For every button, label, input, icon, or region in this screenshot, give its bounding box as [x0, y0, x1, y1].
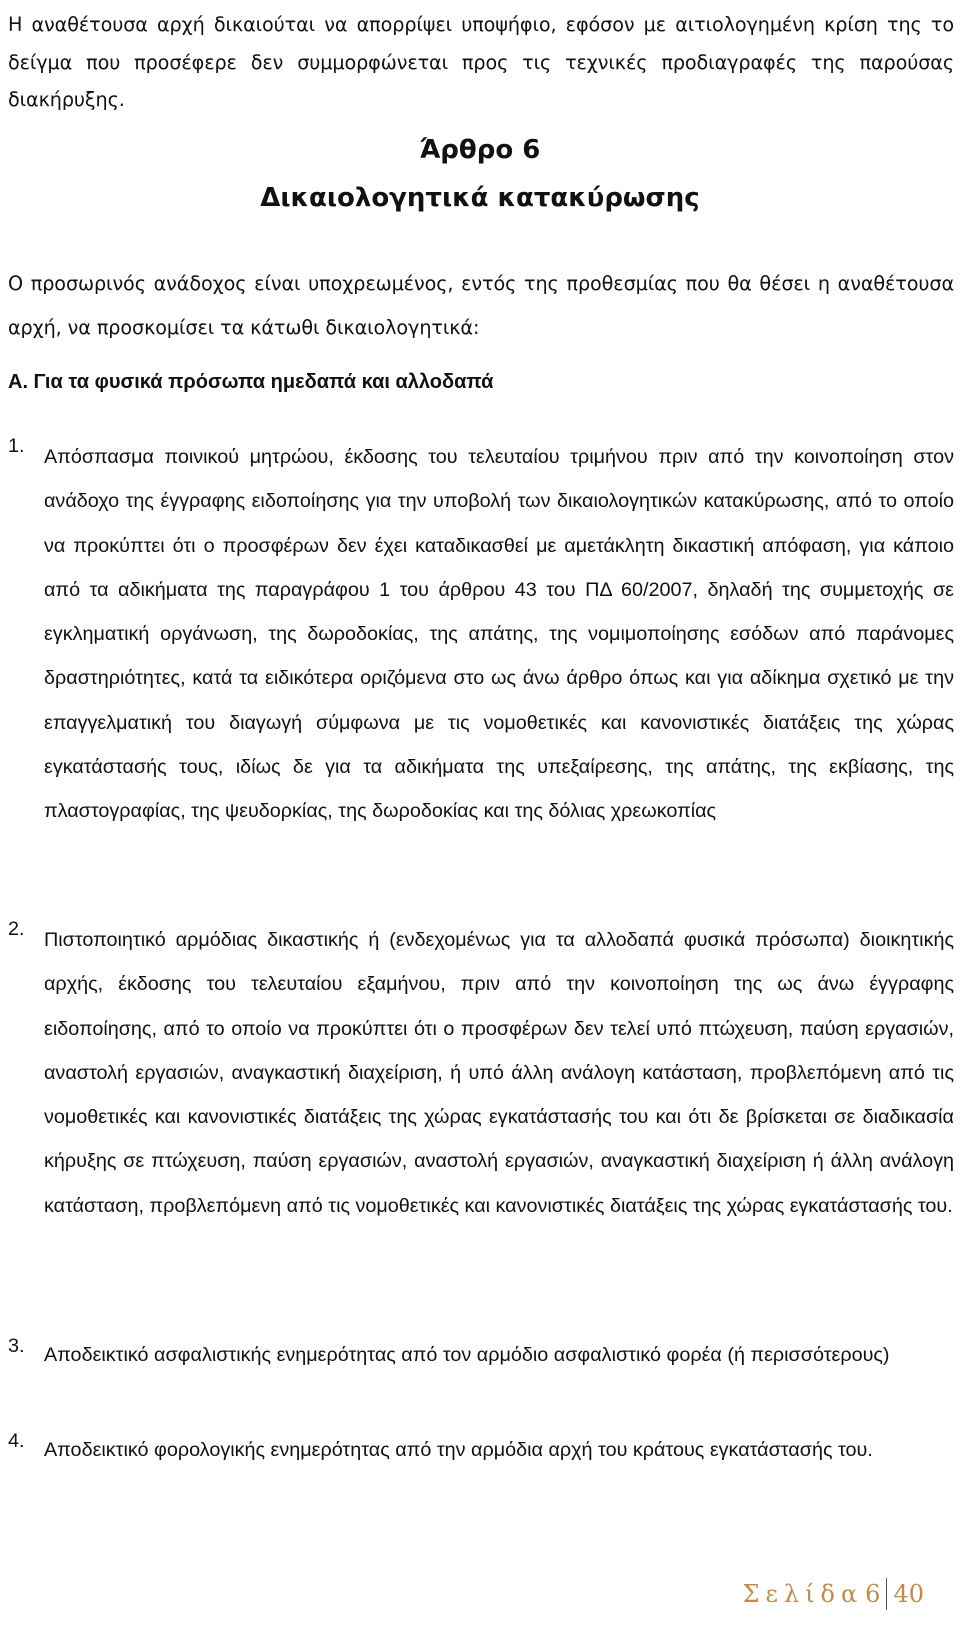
intro-paragraph: Η αναθέτουσα αρχή δικαιούται να απορρίψει υποψήφιο, εφόσον με αιτιολογημένη κρίση της το δείγμα που προσέφερε δεν συμμορφώνεται προς τις τεχνικές προδιαγραφές της παρούσας διακήρυξης.: [8, 13, 954, 111]
section-heading: Α. Για τα φυσικά πρόσωπα ημεδαπά και αλλοδαπά: [8, 371, 494, 393]
list-item-number: 1.: [8, 435, 25, 457]
footer-divider: [886, 1578, 887, 1610]
lead-paragraph: Ο προσωρινός ανάδοχος είναι υποχρεωμένος, εντός της προθεσμίας που θα θέσει η αναθέτουσα αρχή, να προσκομίσει τα κάτωθι δικαιολογητικά:: [8, 272, 954, 339]
list-item-number: 2.: [8, 918, 25, 940]
page-footer: [742, 1578, 924, 1610]
list-item-text: Απόσπασμα ποινικού μητρώου, έκδοσης του τελευταίου τριμήνου πριν από την κοινοποίηση στον ανάδοχο της έγγραφης ειδοποίησης για την υποβολή των δικαιολογητικών κατακύρωσης, από το οποίο να προκύπτει ότι ο προσφέρων δεν έχει καταδικασθεί με αμετάκλητη δικαστική απόφαση, για κάποιο από τα αδικήματα της παραγράφου 1 του άρθρου 43 του ΠΔ 60/2007, δηλαδή της συμμετοχής σε εγκληματική οργάνωση, της δωροδοκίας, της απάτης, της νομιμοποίησης εσόδων από παράνομες δραστηριότητες, κατά τα ειδικότερα οριζόμενα στο ως άνω άρθρο όπως και για αδίκημα σχετικό με την επαγγελματική του διαγωγή σύμφωνα με τις νομοθετικές και κανονιστικές διατάξεις της χώρας εγκατάστασής τους, ιδίως δε για τα αδικήματα της υπεξαίρεσης, της απάτης, της εκβίασης, της πλαστογραφίας, της ψευδορκίας, της δωροδοκίας και της δόλιας χρεωκοπίας: [44, 446, 954, 823]
list-item-text: Αποδεικτικό ασφαλιστικής ενημερότητας από τον αρμόδιο ασφαλιστικό φορέα (ή περισσότερους): [44, 1344, 890, 1366]
article-title: Δικαιολογητικά κατακύρωσης: [260, 183, 700, 213]
footer-total-pages: 40: [893, 1580, 924, 1608]
footer-current-page: 6: [865, 1580, 881, 1608]
list-item-number: 3.: [8, 1335, 25, 1357]
footer-page-label: Σελίδα: [742, 1580, 864, 1608]
list-item-number: 4.: [8, 1430, 25, 1452]
list-item-text: Πιστοποιητικό αρμόδιας δικαστικής ή (ενδεχομένως για τα αλλοδαπά φυσικά πρόσωπα) διοικητικής αρχής, έκδοσης του τελευταίου εξαμήνου, πριν από την κοινοποίηση της ως άνω έγγραφης ειδοποίησης, από το οποίο να προκύπτει ότι ο προσφέρων δεν τελεί υπό πτώχευση, παύση εργασιών, αναστολή εργασιών, αναγκαστική διαχείριση, ή υπό άλλη ανάλογη κατάσταση, προβλεπόμενη από τις νομοθετικές και κανονιστικές διατάξεις της χώρας εγκατάστασής του και ότι δε βρίσκεται σε διαδικασία κήρυξης σε πτώχευση, παύση εργασιών, αναστολή εργασιών, αναγκαστική διαχείριση ή άλλη ανάλογη κατάσταση, προβλεπόμενη από τις νομοθετικές και κανονιστικές διατάξεις της χώρας εγκατάστασής του.: [44, 929, 954, 1217]
article-number: Άρθρο 6: [419, 135, 541, 165]
list-item-text: Αποδεικτικό φορολογικής ενημερότητας από την αρμόδια αρχή του κράτους εγκατάστασής του.: [44, 1439, 873, 1461]
